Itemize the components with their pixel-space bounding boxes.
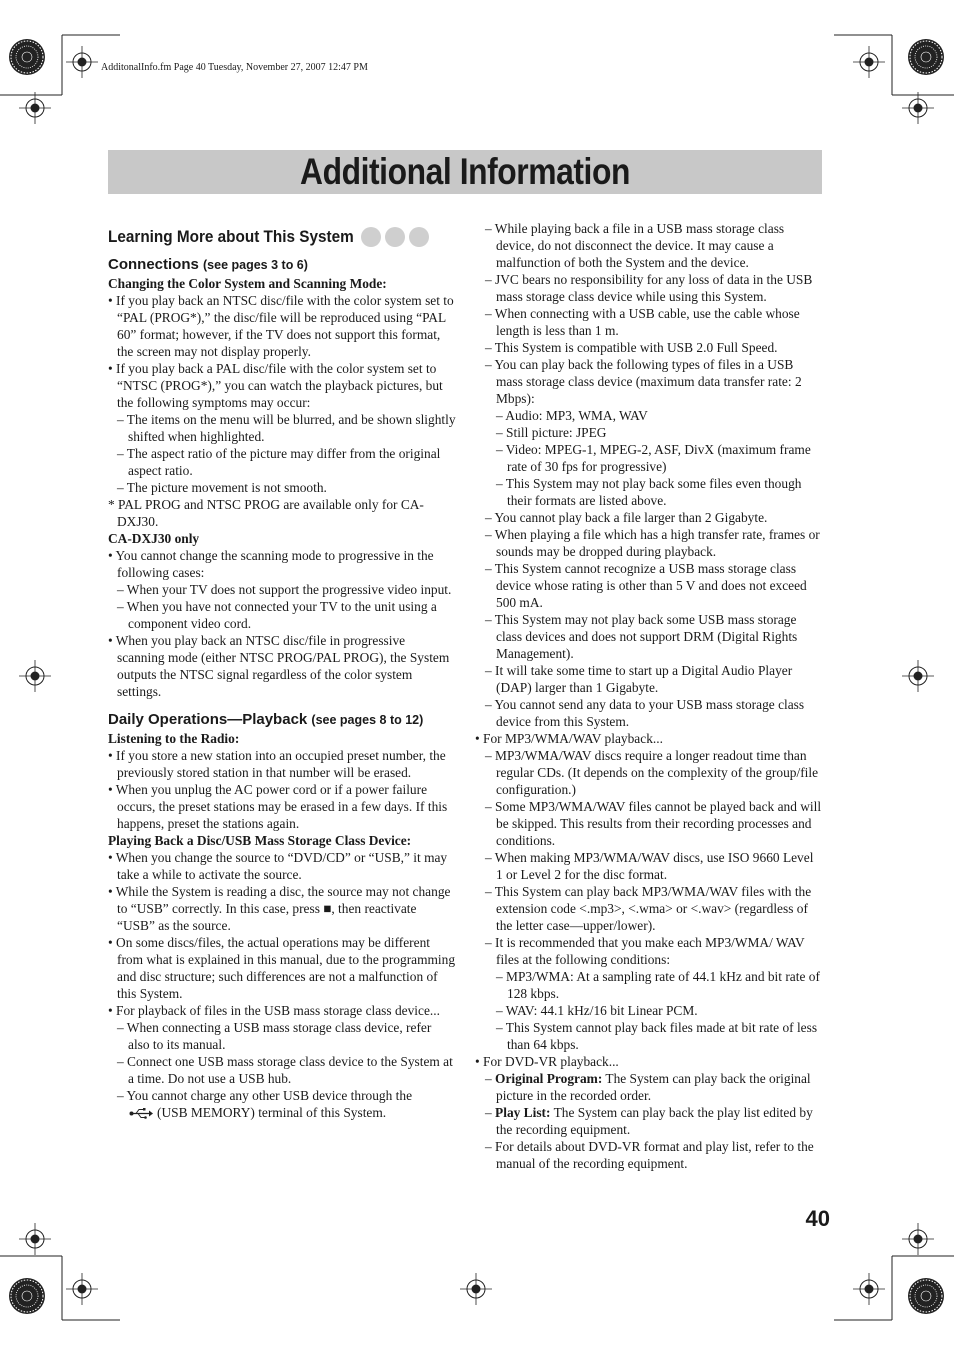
left-column [108,226,456,1121]
connections-ref: (see pages 3 to 6) [203,258,308,272]
paragraph: – MP3/WMA: At a sampling rate of 44.1 kHz and bit rate of 128 kbps. [496,969,820,1001]
paragraph: – Original Program: The System can play back the original picture in the recorded order. [485,1071,811,1103]
paragraph: – Video: MPEG-1, MPEG-2, ASF, DivX (maximum frame rate of 30 fps for progressive) [496,442,811,474]
paragraph: • If you play back an NTSC disc/file with the color system set to “PAL (PROG*),” the disc/file will be reproduced using “PAL 60” format; however, if the TV does not support this format, the screen may not display properly. [108,293,454,359]
section-dots [361,227,429,247]
connections-heading [108,255,456,275]
file-info-header: AdditonalInfo.fm Page 40 Tuesday, November 27, 2007 12:47 PM [101,62,368,73]
paragraph: – While playing back a file in a USB mass storage class device, do not disconnect the device. It may cause a malfunction of both the System and the device. [485,221,785,270]
section-title-row [108,226,456,248]
page-title: Additional Information [300,151,630,192]
usb-heading: Playing Back a Disc/USB Mass Storage Class Device: [108,833,412,848]
paragraph: – The picture movement is not smooth. [117,480,327,495]
daily-heading [108,710,456,730]
paragraph: – Audio: MP3, WMA, WAV [496,408,648,423]
paragraph: • When you change the source to “DVD/CD” or “USB,” it may take a while to activate the source. [108,850,448,882]
dot-icon [409,227,429,247]
section-title: Learning More about This System [108,227,354,246]
daily-heading-text: Daily Operations—Playback [108,711,308,728]
paragraph: – This System cannot recognize a USB mass storage class device whose rating is other than 5 V and does not exceed 500 mA. [485,561,807,610]
paragraph: – When you have not connected your TV to the unit using a component video cord. [117,599,437,631]
paragraph: – The aspect ratio of the picture may differ from the original aspect ratio. [117,446,441,478]
paragraph: – When connecting a USB mass storage class device, refer also to its manual. [117,1020,432,1052]
original-program-label: Original Program: [495,1071,603,1086]
dot-icon [361,227,381,247]
paragraph: – When connecting with a USB cable, use the cable whose length is less than 1 m. [485,306,800,338]
right-column [475,220,823,1172]
paragraph: • When you play back an NTSC disc/file in progressive scanning mode (either NTSC PROG/PAL PROG), the System outputs the NTSC signal regardless of the color system settings. [108,633,450,699]
paragraph: – Some MP3/WMA/WAV files cannot be played back and will be skipped. This results from their recording processes and conditions. [485,799,822,848]
paragraph: – Still picture: JPEG [496,425,607,440]
paragraph: – JVC bears no responsibility for any loss of data in the USB mass storage class device while using this System. [485,272,813,304]
paragraph: – Connect one USB mass storage class device to the System at a time. Do not use a USB hub. [117,1054,453,1086]
corner-burst-top-right [908,39,944,75]
paragraph: – This System may not play back some USB mass storage class devices and does not support DRM (Digital Rights Management). [485,612,798,661]
paragraph: • While the System is reading a disc, the source may not change to “USB” correctly. In this case, press ■, then reactivate “USB” as the source. [108,884,451,933]
dxj30-heading: CA-DXJ30 only [108,531,200,546]
paragraph: – You can play back the following types of files in a USB mass storage class device (maximum data transfer rate: 2 Mbps): [485,357,802,406]
paragraph: – This System may not play back some files even though their formats are listed above. [496,476,802,508]
paragraph: – WAV: 44.1 kHz/16 bit Linear PCM. [496,1003,698,1018]
paragraph [108,1087,456,1121]
paragraph: – You cannot send any data to your USB mass storage class device from this System. [485,697,805,729]
paragraph: – When playing a file which has a high transfer rate, frames or sounds may be dropped during playback. [485,527,820,559]
paragraph: – For details about DVD-VR format and play list, refer to the manual of the recording equipment. [485,1139,814,1171]
paragraph: – This System cannot play back files made at bit rate of less than 64 kbps. [496,1020,818,1052]
paragraph: – This System is compatible with USB 2.0 Full Speed. [485,340,778,355]
radio-heading: Listening to the Radio: [108,731,240,746]
play-list-label: Play List: [495,1105,551,1120]
dot-icon [385,227,405,247]
connections-heading-text: Connections [108,256,199,273]
paragraph-text: – You cannot charge any other USB device through the [117,1088,413,1103]
corner-burst-top-left [9,39,45,75]
paragraph: – The items on the menu will be blurred, and be shown slightly shifted when highlighted. [117,412,456,444]
corner-burst-bottom-right [908,1278,944,1314]
usb-icon [129,1108,153,1119]
footnote: * PAL PROG and NTSC PROG are available only for CA-DXJ30. [108,497,424,529]
paragraph: – You cannot play back a file larger than 2 Gigabyte. [485,510,768,525]
daily-ref: (see pages 8 to 12) [311,713,424,727]
paragraph: – MP3/WMA/WAV discs require a longer readout time than regular CDs. (It depends on the complexity of the group/file configuration.) [485,748,819,797]
paragraph: – Play List: The System can play back the play list edited by the recording equipment. [485,1105,813,1137]
paragraph-text: (USB MEMORY) terminal of this System. [157,1105,387,1120]
paragraph: • If you store a new station into an occupied preset number, the previously stored station in that number will be erased. [108,748,446,780]
paragraph: • When you unplug the AC power cord or if a power failure occurs, the preset stations may be erased in a few days. If this happens, preset the stations again. [108,782,448,831]
paragraph-text: The System can play back the original picture in the recorded order. [496,1071,811,1103]
page-number: 40 [805,1206,830,1231]
corner-burst-bottom-left [9,1278,45,1314]
paragraph: • For DVD-VR playback... [475,1054,619,1069]
paragraph: • If you play back a PAL disc/file with the color system set to “NTSC (PROG*),” you can watch the playback pictures, but the following symptoms may occur: [108,361,443,410]
paragraph: – When making MP3/WMA/WAV discs, use ISO 9660 Level 1 or Level 2 for the disc format. [485,850,814,882]
paragraph-text: The System can play back the play list edited by the recording equipment. [496,1105,813,1137]
paragraph: – When your TV does not support the progressive video input. [117,582,452,597]
paragraph: • You cannot change the scanning mode to progressive in the following cases: [108,548,434,580]
color-system-heading: Changing the Color System and Scanning Mode: [108,276,387,291]
paragraph: • For playback of files in the USB mass storage class device... [108,1003,440,1018]
paragraph: – It is recommended that you make each MP3/WMA/ WAV files at the following conditions: [485,935,805,967]
paragraph: – This System can play back MP3/WMA/WAV files with the extension code <.mp3>, <.wma> or <.wav> (regardless of the letter case—upper/lower). [485,884,812,933]
paragraph: • On some discs/files, the actual operations may be different from what is explained in this manual, due to the programming and disc structure; such differences are not a malfunction of this System. [108,935,456,1001]
paragraph: – It will take some time to start up a Digital Audio Player (DAP) larger than 1 Gigabyte. [485,663,793,695]
paragraph: • For MP3/WMA/WAV playback... [475,731,663,746]
title-bar [108,150,822,194]
